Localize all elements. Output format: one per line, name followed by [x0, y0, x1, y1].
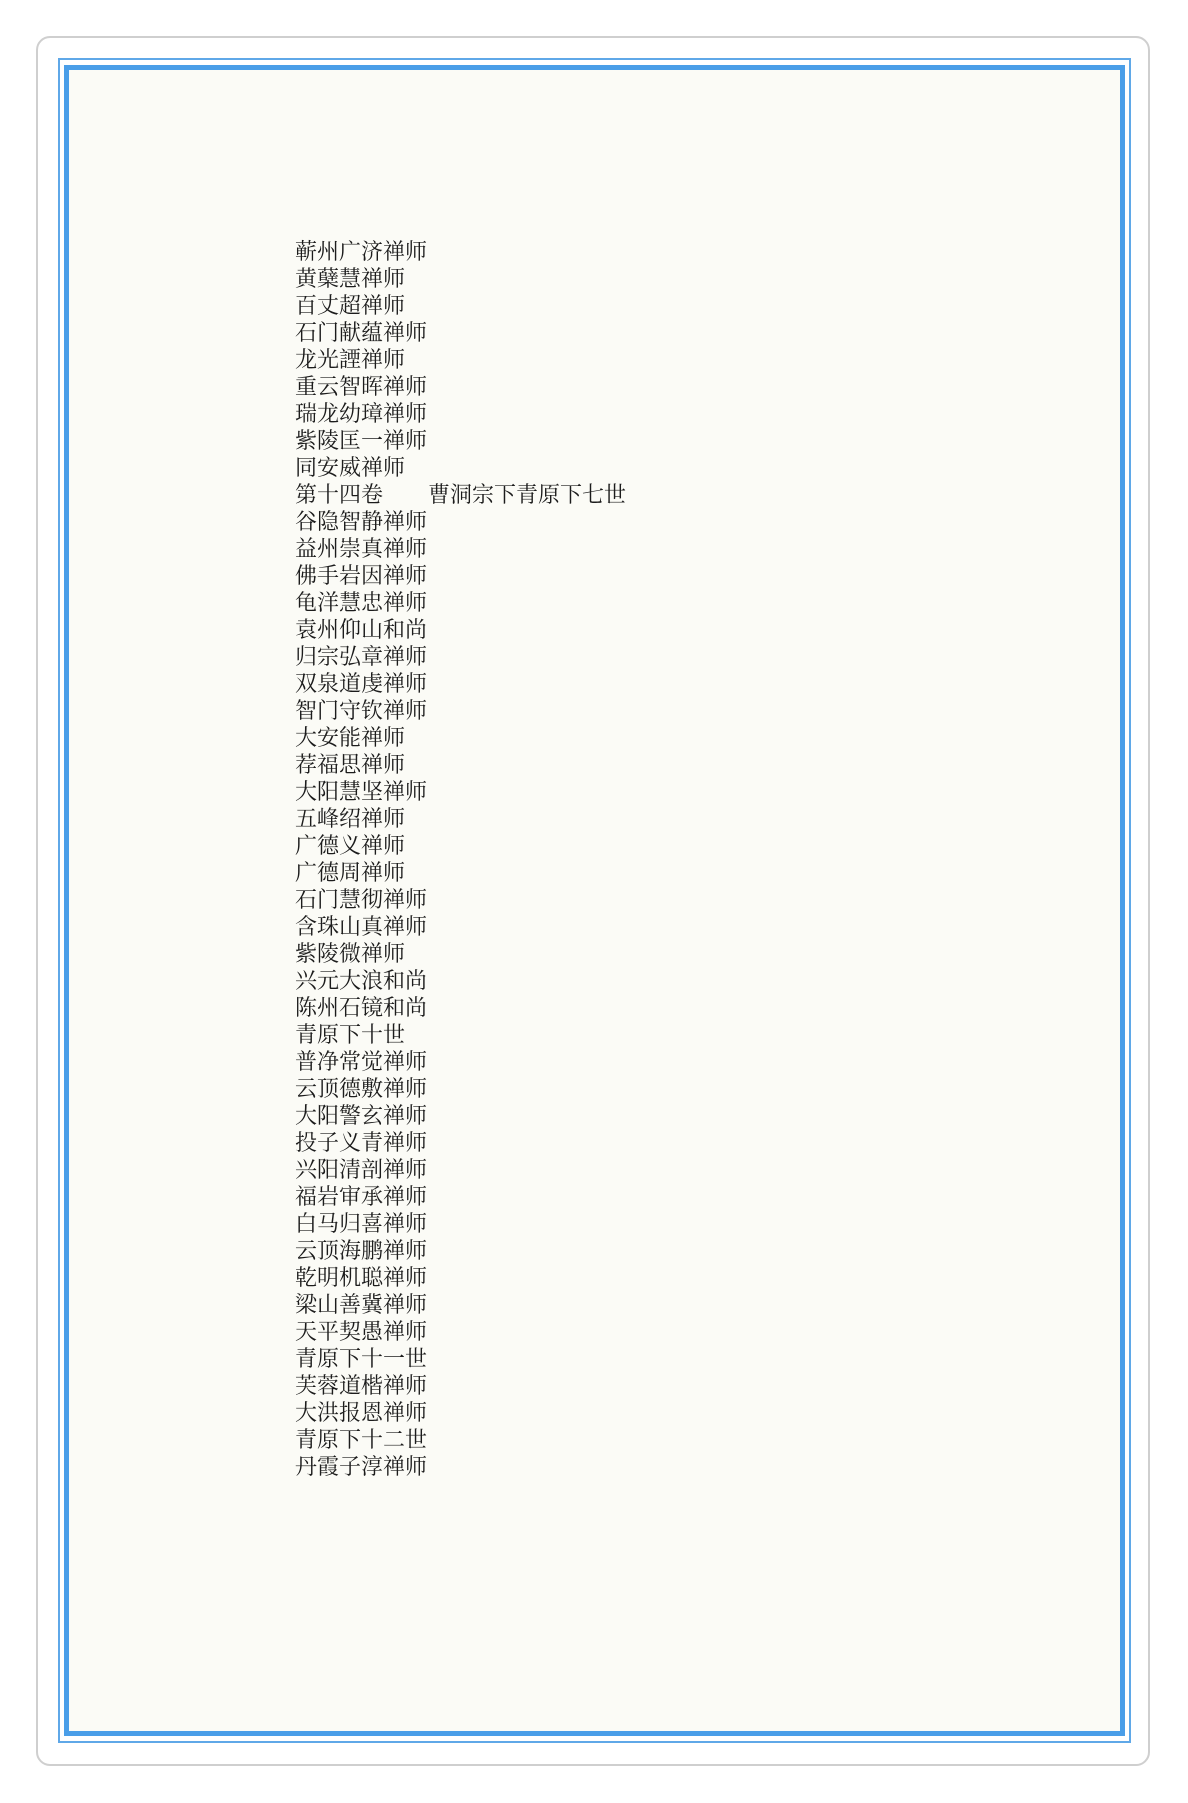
- toc-entry: 广德周禅师: [295, 861, 406, 886]
- volume-label: 第十四卷: [295, 483, 384, 508]
- toc-entry: 黄蘖慧禅师: [295, 267, 406, 292]
- toc-entry: 青原下十二世: [295, 1428, 428, 1453]
- volume-title: 曹洞宗下青原下七世: [428, 483, 627, 508]
- toc-entry: 大洪报恩禅师: [295, 1401, 428, 1426]
- toc-entry: 兴元大浪和尚: [295, 969, 428, 994]
- toc-entry: 袁州仰山和尚: [295, 618, 428, 643]
- toc-entry: 天平契愚禅师: [295, 1320, 428, 1345]
- toc-entry: 兴阳清剖禅师: [295, 1158, 428, 1183]
- toc-entry: 紫陵微禅师: [295, 942, 406, 967]
- toc-entry: 同安威禅师: [295, 456, 406, 481]
- toc-entry: 青原下十世: [295, 1023, 406, 1048]
- toc-entry: 福岩审承禅师: [295, 1185, 428, 1210]
- toc-entry: 投子义青禅师: [295, 1131, 428, 1156]
- toc-entry: 广德义禅师: [295, 834, 406, 859]
- toc-entry: 荐福思禅师: [295, 753, 406, 778]
- toc-entry: 百丈超禅师: [295, 294, 406, 319]
- toc-entry: 智门守钦禅师: [295, 699, 428, 724]
- toc-entry: 五峰绍禅师: [295, 807, 406, 832]
- toc-entry: 谷隐智静禅师: [295, 510, 428, 535]
- toc-entry: 芙蓉道楷禅师: [295, 1374, 428, 1399]
- toc-entry: 龟洋慧忠禅师: [295, 591, 428, 616]
- toc-entry: 益州崇真禅师: [295, 537, 428, 562]
- toc-entry: 石门献蕴禅师: [295, 321, 428, 346]
- toc-entry: 双泉道虔禅师: [295, 672, 428, 697]
- table-of-contents: [295, 239, 626, 1481]
- toc-entry: 石门慧彻禅师: [295, 888, 428, 913]
- toc-entry: 紫陵匡一禅师: [295, 429, 428, 454]
- toc-entry: 云顶德敷禅师: [295, 1077, 428, 1102]
- toc-entry: 乾明机聪禅师: [295, 1266, 428, 1291]
- toc-entry: 普净常觉禅师: [295, 1050, 428, 1075]
- toc-entry: 大安能禅师: [295, 726, 406, 751]
- toc-entry: 大阳警玄禅师: [295, 1104, 428, 1129]
- toc-entry: 佛手岩因禅师: [295, 564, 428, 589]
- toc-entry: 云顶海鹏禅师: [295, 1239, 428, 1264]
- volume-heading: [295, 482, 626, 509]
- toc-entry: 龙光諲禅师: [295, 348, 406, 373]
- toc-entry: 丹霞子淳禅师: [295, 1455, 428, 1480]
- toc-entry: 白马归喜禅师: [295, 1212, 428, 1237]
- toc-entry: 大阳慧坚禅师: [295, 780, 428, 805]
- toc-entry: 瑞龙幼璋禅师: [295, 402, 428, 427]
- toc-entry: 陈州石镜和尚: [295, 996, 428, 1021]
- toc-entry: 归宗弘章禅师: [295, 645, 428, 670]
- toc-entry: 梁山善冀禅师: [295, 1293, 428, 1318]
- toc-entry: 重云智晖禅师: [295, 375, 428, 400]
- toc-entry: 蕲州广济禅师: [295, 240, 428, 265]
- toc-entry: 青原下十一世: [295, 1347, 428, 1372]
- toc-entry: 含珠山真禅师: [295, 915, 428, 940]
